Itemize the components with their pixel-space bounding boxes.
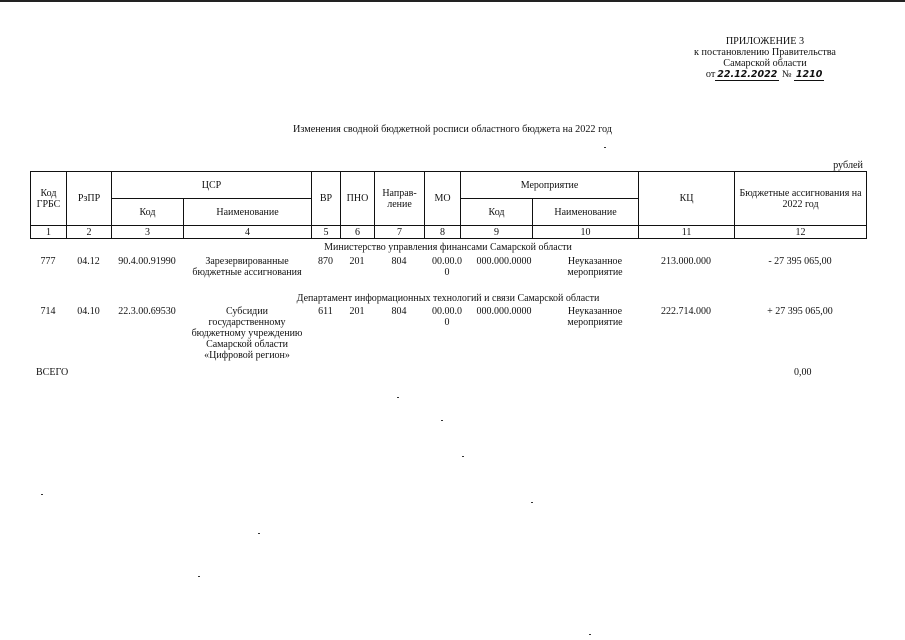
column-number: 9: [461, 226, 533, 239]
cell-event-code: 000.000.0000: [476, 256, 532, 267]
cell-vr: 611: [318, 306, 333, 317]
cell-event-name: [542, 306, 648, 328]
scan-speck: [604, 147, 606, 148]
column-number: 4: [184, 226, 312, 239]
number-sign: №: [781, 69, 792, 80]
header-event-code: Код: [461, 199, 533, 226]
column-number: 2: [67, 226, 112, 239]
cell-rzpr: 04.10: [77, 306, 100, 317]
scan-speck: [258, 533, 260, 534]
column-number: 6: [341, 226, 375, 239]
event-name-line: Неуказанное: [567, 256, 623, 267]
cell-event-name: [542, 256, 648, 278]
header-kc: КЦ: [639, 172, 735, 226]
cell-pno: 201: [349, 256, 365, 267]
cell-kc: 222.714.000: [661, 306, 711, 317]
cell-csr-name: [183, 306, 311, 361]
header-vr: ВР: [312, 172, 341, 226]
header-grbs: Код ГРБС: [31, 172, 67, 226]
header-pno: ПНО: [341, 172, 375, 226]
column-number: 8: [425, 226, 461, 239]
cell-csr-name: [183, 256, 311, 278]
column-number: 3: [112, 226, 184, 239]
csr-name-line: бюджетные ассигнования: [192, 267, 302, 278]
event-name-line: мероприятие: [567, 317, 623, 328]
cell-csr-code: 90.4.00.91990: [118, 256, 176, 267]
scan-speck: [41, 494, 43, 495]
header-csr: ЦСР: [112, 172, 312, 199]
cell-csr-code: 22.3.00.69530: [118, 306, 176, 317]
appendix-resolution-line: к постановлению Правительства: [694, 47, 836, 58]
mo-line: 0: [444, 267, 450, 278]
csr-name-line: бюджетному учреждению: [191, 328, 303, 339]
cell-rzpr: 04.12: [77, 256, 100, 267]
cell-kc: 213.000.000: [661, 256, 711, 267]
column-number: 12: [735, 226, 867, 239]
unit-label: рублей: [833, 160, 863, 171]
csr-name-line: «Цифровой регион»: [204, 350, 290, 361]
scan-speck: [198, 576, 200, 577]
column-number: 1: [31, 226, 67, 239]
csr-name-line: Самарской области: [206, 339, 288, 350]
column-number: 11: [639, 226, 735, 239]
header-mo: МО: [425, 172, 461, 226]
header-csr-name: Наименование: [184, 199, 312, 226]
table-body: [30, 241, 866, 381]
cell-grbs: 777: [40, 256, 56, 267]
cell-amount: + 27 395 065,00: [767, 306, 833, 317]
header-event: Мероприятие: [461, 172, 639, 199]
csr-name-line: Зарезервированные: [205, 256, 289, 267]
cell-mo: [424, 256, 470, 278]
csr-name-line: государственному: [208, 317, 286, 328]
appendix-block: [665, 36, 865, 81]
appendix-region-line: Самарской области: [723, 58, 807, 69]
cell-vr: 870: [318, 256, 333, 267]
mo-line: 00.00.0: [432, 256, 462, 267]
scan-top-edge: [0, 0, 905, 2]
document-title: Изменения сводной бюджетной росписи областного бюджета на 2022 год: [293, 124, 612, 135]
header-event-name: Наименование: [533, 199, 639, 226]
scan-speck: [462, 456, 464, 457]
column-number: 10: [533, 226, 639, 239]
event-name-line: мероприятие: [567, 267, 623, 278]
column-number: 7: [375, 226, 425, 239]
cell-grbs: 714: [40, 306, 56, 317]
handwritten-date: 22.12.2022: [717, 69, 778, 80]
mo-line: 00.00.0: [432, 306, 462, 317]
header-allocations: Бюджетные ассигнования на 2022 год: [735, 172, 867, 226]
header-rzpr: РзПР: [67, 172, 112, 226]
budget-table: [30, 171, 867, 239]
scan-speck: [589, 634, 591, 635]
from-prefix: от: [705, 69, 716, 80]
department-heading: Министерство управления финансами Самарской области: [324, 242, 572, 253]
scan-speck: [531, 502, 533, 503]
appendix-title: ПРИЛОЖЕНИЕ 3: [725, 36, 805, 47]
handwritten-number: 1210: [795, 69, 823, 80]
cell-amount: - 27 395 065,00: [768, 256, 832, 267]
cell-mo: [424, 306, 470, 328]
header-direction: Направ-ление: [375, 172, 425, 226]
cell-direction: 804: [391, 306, 407, 317]
cell-pno: 201: [349, 306, 365, 317]
total-label: ВСЕГО: [36, 367, 69, 378]
scan-speck: [441, 420, 443, 421]
total-value: 0,00: [794, 367, 812, 378]
header-csr-code: Код: [112, 199, 184, 226]
cell-event-code: 000.000.0000: [476, 306, 532, 317]
event-name-line: Неуказанное: [567, 306, 623, 317]
column-number: 5: [312, 226, 341, 239]
mo-line: 0: [444, 317, 450, 328]
scan-speck: [397, 397, 399, 398]
department-heading: Департамент информационных технологий и связи Самарской области: [296, 293, 600, 304]
cell-direction: 804: [391, 256, 407, 267]
csr-name-line: Субсидии: [226, 306, 268, 317]
appendix-sign-line: [665, 69, 865, 81]
